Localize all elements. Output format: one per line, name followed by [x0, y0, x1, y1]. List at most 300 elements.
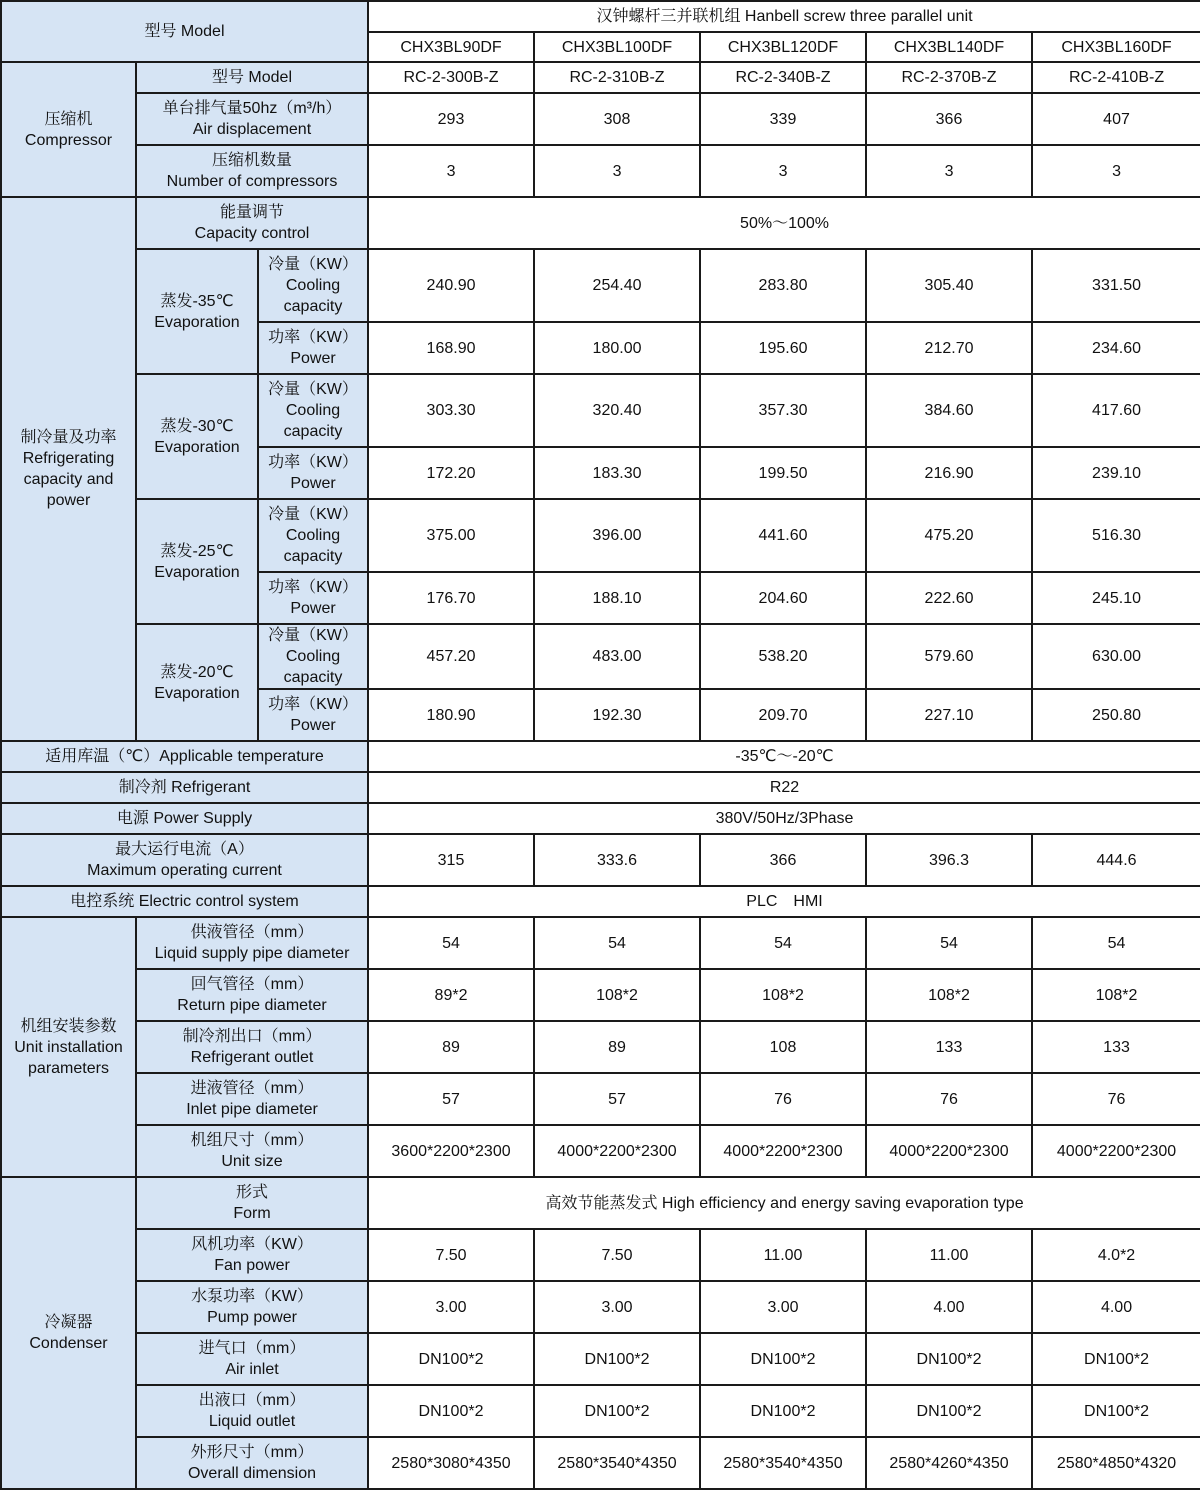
cell-text: Fan power — [214, 1257, 290, 1274]
cell-text: 76 — [1107, 1090, 1126, 1108]
value-cell — [700, 447, 866, 499]
table-row — [1, 1385, 1200, 1437]
value-cell — [368, 145, 534, 197]
cooling-capacity-label — [258, 374, 368, 447]
cell-text: Pump power — [207, 1309, 297, 1326]
cell-text: 199.50 — [758, 464, 808, 482]
model-name-cell — [368, 32, 534, 62]
cell-text: 4000*2200*2300 — [723, 1142, 843, 1160]
value-cell — [1032, 374, 1200, 447]
cell-text: 133 — [1103, 1038, 1130, 1056]
cell-text: 外形尺寸（mm） — [190, 1444, 314, 1461]
cell-text: Evaporation — [154, 438, 240, 456]
table-row — [1, 1125, 1200, 1177]
value-cell — [368, 834, 534, 886]
value-cell — [866, 1333, 1032, 1385]
cell-text: 407 — [1103, 110, 1130, 128]
value-cell — [1032, 969, 1200, 1021]
cell-text: 3.00 — [435, 1298, 467, 1316]
value-cell — [534, 1125, 700, 1177]
cell-text: 压缩机 — [44, 110, 93, 128]
table-row — [1, 197, 1200, 249]
cell-text: 168.90 — [426, 339, 476, 357]
cell-text: 3 — [446, 162, 456, 180]
value-cell — [534, 249, 700, 322]
param-label — [136, 1125, 368, 1177]
value-cell — [1032, 249, 1200, 322]
cell-text: 54 — [774, 934, 792, 952]
cell-text: 制冷剂出口（mm） — [182, 1028, 322, 1045]
cell-text: 339 — [769, 110, 797, 128]
model-header-label — [1, 1, 368, 62]
cell-text: 441.60 — [758, 527, 808, 544]
cell-text: 7.50 — [601, 1246, 633, 1264]
value-cell — [700, 374, 866, 447]
value-cell — [866, 1229, 1032, 1281]
value-cell — [534, 145, 700, 197]
value-cell — [534, 447, 700, 499]
cell-text: Number of compressors — [166, 173, 338, 190]
value-cell — [534, 624, 700, 689]
cell-text: 汉钟螺杆三并联机组 Hanbell screw three parallel unit — [596, 8, 973, 25]
cell-text: 357.30 — [758, 402, 808, 419]
cell-text: DN100*2 — [1084, 1402, 1149, 1420]
merged-value — [368, 772, 1200, 803]
cell-text: 320.40 — [592, 402, 642, 419]
value-cell — [534, 1281, 700, 1333]
value-cell — [368, 249, 534, 322]
cell-text: 366 — [935, 110, 963, 128]
value-cell — [368, 1073, 534, 1125]
cell-text: 375.00 — [426, 527, 476, 544]
cell-text: 315 — [437, 851, 465, 869]
cell-text: 630.00 — [1092, 648, 1141, 665]
power-label — [258, 572, 368, 624]
cell-text: 293 — [437, 110, 465, 128]
cell-text: Power — [290, 717, 336, 734]
cell-text: 108*2 — [1095, 986, 1138, 1004]
cell-text: 212.70 — [924, 339, 974, 357]
cell-text: 380V/50Hz/3Phase — [715, 810, 854, 827]
value-cell — [368, 624, 534, 689]
table-row — [1, 62, 1200, 93]
cell-text: 压缩机数量 — [212, 152, 293, 169]
value-cell — [700, 969, 866, 1021]
param-label — [136, 145, 368, 197]
cell-text: 形式 — [236, 1184, 269, 1201]
cell-text: DN100*2 — [418, 1402, 484, 1420]
value-cell — [700, 93, 866, 145]
cell-text: parameters — [28, 1059, 109, 1077]
cell-text: 89 — [442, 1038, 460, 1056]
cell-text: Cooling — [285, 527, 341, 544]
cell-text: Air inlet — [225, 1361, 279, 1378]
table-row — [1, 624, 1200, 689]
model-name-cell — [534, 32, 700, 62]
value-cell — [534, 93, 700, 145]
cell-text: 308 — [603, 110, 631, 128]
value-cell — [1032, 499, 1200, 572]
cell-text: 516.30 — [1092, 527, 1141, 544]
merged-value — [368, 741, 1200, 772]
cell-text: 54 — [1107, 934, 1126, 952]
cell-text: 回气管径（mm） — [190, 976, 314, 993]
cell-text: Overall dimension — [187, 1465, 317, 1482]
cell-text: 108*2 — [762, 986, 804, 1004]
cell-text: 功率（KW） — [268, 329, 358, 346]
cell-text: DN100*2 — [750, 1402, 816, 1420]
cell-text: 4000*2200*2300 — [889, 1142, 1009, 1160]
cell-text: DN100*2 — [418, 1350, 484, 1368]
cell-text: 适用库温（℃）Applicable temperature — [45, 748, 324, 765]
table-row — [1, 374, 1200, 447]
cell-text: DN100*2 — [916, 1402, 982, 1420]
cell-text: Refrigerant outlet — [190, 1049, 314, 1066]
value-cell — [866, 1281, 1032, 1333]
section-installation — [1, 917, 136, 1177]
value-cell — [1032, 834, 1200, 886]
cell-text: 功率（KW） — [268, 454, 358, 471]
cell-text: Evaporation — [154, 313, 240, 331]
cell-text: 172.20 — [426, 464, 476, 482]
cell-text: DN100*2 — [750, 1350, 816, 1368]
value-cell — [700, 1073, 866, 1125]
value-cell — [534, 374, 700, 447]
section-refrigeration — [1, 197, 136, 741]
cell-text: 240.90 — [426, 277, 476, 294]
value-cell — [1032, 1385, 1200, 1437]
cell-text: 245.10 — [1092, 589, 1141, 607]
table-row — [1, 1073, 1200, 1125]
param-label — [136, 93, 368, 145]
cell-text: 7.50 — [435, 1246, 467, 1264]
cell-text: 进气口（mm） — [198, 1340, 306, 1357]
value-cell — [368, 374, 534, 447]
value-cell — [534, 1385, 700, 1437]
value-cell — [866, 1021, 1032, 1073]
value-cell — [866, 447, 1032, 499]
value-cell — [700, 249, 866, 322]
cell-text: 3 — [944, 162, 954, 180]
cell-text: 176.70 — [426, 589, 476, 607]
cell-text: Condenser — [29, 1335, 108, 1352]
cell-text: RC-2-310B-Z — [569, 69, 665, 86]
cell-text: Unit size — [221, 1153, 283, 1170]
table-row — [1, 917, 1200, 969]
cell-text: -35℃～-20℃ — [735, 748, 834, 765]
cell-text: 303.30 — [426, 402, 476, 419]
cell-text: Power — [290, 350, 336, 367]
cell-text: 最大运行电流（A） — [115, 841, 254, 858]
table-row — [1, 249, 1200, 322]
value-cell — [368, 572, 534, 624]
cell-text: 384.60 — [924, 402, 974, 419]
table-row — [1, 1, 1200, 32]
cell-text: RC-2-410B-Z — [1068, 69, 1165, 86]
value-cell — [1032, 624, 1200, 689]
cell-text: 风机功率（KW） — [191, 1236, 313, 1253]
value-cell — [368, 1333, 534, 1385]
cell-text: 89 — [608, 1038, 626, 1056]
value-cell — [866, 374, 1032, 447]
cell-text: 功率（KW） — [268, 696, 358, 713]
value-cell — [700, 145, 866, 197]
evaporation-label — [136, 249, 258, 374]
condenser-form-value — [368, 1177, 1200, 1229]
cell-text: Refrigerating — [22, 450, 115, 467]
cell-text: Evaporation — [154, 684, 240, 702]
value-cell — [866, 969, 1032, 1021]
cell-text: Inlet pipe diameter — [186, 1101, 318, 1118]
cell-text: R22 — [769, 779, 800, 796]
cell-text: 3600*2200*2300 — [391, 1142, 511, 1160]
cell-text: 2580*4260*4350 — [889, 1454, 1009, 1472]
cell-text: 供液管径（mm） — [190, 924, 314, 941]
value-cell — [368, 322, 534, 374]
model-name-cell — [866, 32, 1032, 62]
value-cell — [700, 689, 866, 741]
cell-text: 333.6 — [596, 851, 638, 869]
cell-text: 电控系统 Electric control system — [70, 893, 299, 910]
cell-text: Air displacement — [192, 121, 312, 138]
cell-text: 133 — [935, 1038, 963, 1056]
table-row — [1, 741, 1200, 772]
value-cell — [700, 1333, 866, 1385]
value-cell — [700, 624, 866, 689]
cell-text: Liquid supply pipe diameter — [154, 945, 350, 962]
value-cell — [368, 689, 534, 741]
cell-text: 579.60 — [924, 648, 974, 665]
value-cell — [866, 624, 1032, 689]
value-cell — [534, 572, 700, 624]
param-label — [136, 1073, 368, 1125]
table-row — [1, 499, 1200, 572]
cell-text: 475.20 — [924, 527, 974, 544]
cell-text: CHX3BL160DF — [1061, 38, 1172, 56]
value-cell — [368, 969, 534, 1021]
evaporation-label — [136, 374, 258, 499]
value-cell — [534, 62, 700, 93]
cell-text: 192.30 — [592, 706, 642, 724]
cell-text: 305.40 — [924, 277, 974, 294]
cell-text: 冷凝器 — [44, 1314, 93, 1331]
value-cell — [1032, 1281, 1200, 1333]
cell-text: capacity — [283, 423, 343, 440]
cell-text: 蒸发-35℃ — [160, 292, 234, 310]
value-cell — [534, 1073, 700, 1125]
cell-text: capacity and — [23, 471, 114, 488]
cell-text: DN100*2 — [584, 1402, 650, 1420]
cell-text: 4.00 — [1100, 1298, 1133, 1316]
cell-text: Evaporation — [154, 563, 240, 581]
value-cell — [368, 499, 534, 572]
param-label — [136, 917, 368, 969]
cell-text: 电源 Power Supply — [116, 810, 253, 827]
cell-text: 54 — [442, 934, 460, 952]
cell-text: 50%～100% — [740, 214, 829, 232]
value-cell — [866, 93, 1032, 145]
value-cell — [368, 1125, 534, 1177]
cell-text: 239.10 — [1092, 464, 1141, 482]
cell-text: 54 — [608, 934, 626, 952]
cell-text: RC-2-340B-Z — [735, 69, 831, 86]
cell-text: 180.00 — [592, 339, 642, 357]
cooling-capacity-label — [258, 499, 368, 572]
cell-text: 4.00 — [933, 1298, 965, 1316]
cell-text: 222.60 — [924, 589, 974, 607]
cell-text: 57 — [608, 1090, 626, 1108]
cell-text: 冷量（KW） — [268, 256, 358, 273]
table-row — [1, 803, 1200, 834]
cell-text: 204.60 — [758, 589, 808, 607]
value-cell — [866, 917, 1032, 969]
value-cell — [1032, 572, 1200, 624]
table-row — [1, 1281, 1200, 1333]
value-cell — [866, 62, 1032, 93]
cell-text: 108*2 — [596, 986, 638, 1004]
value-cell — [534, 499, 700, 572]
table-row — [1, 1437, 1200, 1489]
table-row — [1, 1021, 1200, 1073]
value-cell — [866, 1437, 1032, 1489]
value-cell — [1032, 447, 1200, 499]
merged-value — [368, 886, 1200, 917]
value-cell — [1032, 93, 1200, 145]
value-cell — [866, 1125, 1032, 1177]
value-cell — [700, 1437, 866, 1489]
value-cell — [700, 499, 866, 572]
value-cell — [866, 1385, 1032, 1437]
value-cell — [700, 1385, 866, 1437]
value-cell — [368, 93, 534, 145]
cell-text: 冷量（KW） — [268, 381, 358, 398]
table-row — [1, 1229, 1200, 1281]
cell-text: 188.10 — [592, 589, 642, 607]
cell-text: capacity — [283, 669, 343, 686]
table-row — [1, 834, 1200, 886]
cell-text: 能量调节 — [220, 204, 285, 221]
value-cell — [534, 834, 700, 886]
cell-text: CHX3BL90DF — [400, 38, 502, 56]
param-label — [136, 1333, 368, 1385]
cell-text: 水泵功率（KW） — [191, 1288, 313, 1305]
cell-text: 蒸发-30℃ — [160, 417, 234, 435]
spec-table-body — [1, 1, 1200, 1489]
cell-text: 2580*3540*4350 — [557, 1454, 677, 1472]
value-cell — [1032, 1021, 1200, 1073]
power-label — [258, 689, 368, 741]
cell-text: 4000*2200*2300 — [1056, 1142, 1177, 1160]
cell-text: 2580*3080*4350 — [391, 1454, 511, 1472]
cell-text: 型号 Model — [211, 69, 293, 86]
value-cell — [866, 322, 1032, 374]
value-cell — [534, 1437, 700, 1489]
value-cell — [700, 1125, 866, 1177]
value-cell — [534, 322, 700, 374]
cell-text: 冷量（KW） — [268, 627, 358, 644]
cell-text: Capacity control — [194, 225, 310, 242]
model-name-cell — [1032, 32, 1200, 62]
cell-text: 3.00 — [601, 1298, 633, 1316]
cell-text: 183.30 — [592, 464, 642, 482]
value-cell — [700, 572, 866, 624]
cell-text: CHX3BL100DF — [561, 38, 673, 56]
cell-text: 3 — [778, 162, 788, 180]
cell-text: 2580*4850*4320 — [1056, 1454, 1177, 1472]
value-cell — [866, 249, 1032, 322]
cell-text: 366 — [769, 851, 797, 869]
cell-text: Unit installation — [14, 1038, 123, 1056]
param-label — [136, 969, 368, 1021]
cell-text: Power — [290, 600, 336, 617]
table-row — [1, 1333, 1200, 1385]
cell-text: 250.80 — [1092, 706, 1141, 724]
model-name-cell — [700, 32, 866, 62]
value-cell — [866, 834, 1032, 886]
cell-text: Cooling — [285, 648, 341, 665]
cell-text: 出液口（mm） — [198, 1392, 306, 1409]
table-row — [1, 886, 1200, 917]
value-cell — [700, 1281, 866, 1333]
cell-text: 冷量（KW） — [268, 506, 358, 523]
cell-text: 108*2 — [928, 986, 970, 1004]
cooling-capacity-label — [258, 624, 368, 689]
cell-text: 234.60 — [1092, 339, 1141, 357]
value-cell — [534, 1021, 700, 1073]
param-label — [136, 1437, 368, 1489]
cell-text: 76 — [774, 1090, 792, 1108]
cell-text: 417.60 — [1092, 402, 1141, 419]
cell-text: 进液管径（mm） — [190, 1080, 314, 1097]
cell-text: 195.60 — [758, 339, 808, 357]
cell-text: 11.00 — [929, 1246, 969, 1264]
cell-text: DN100*2 — [916, 1350, 982, 1368]
param-label — [136, 1229, 368, 1281]
value-cell — [368, 1437, 534, 1489]
table-row — [1, 969, 1200, 1021]
cell-text: 3 — [612, 162, 622, 180]
value-cell — [368, 1385, 534, 1437]
cell-text: RC-2-300B-Z — [403, 69, 499, 86]
cell-text: RC-2-370B-Z — [901, 69, 997, 86]
value-cell — [1032, 917, 1200, 969]
table-row — [1, 1177, 1200, 1229]
cell-text: 54 — [940, 934, 958, 952]
cell-text: PLC HMI — [746, 893, 823, 910]
table-row — [1, 145, 1200, 197]
capacity-control-value — [368, 197, 1200, 249]
cell-text: 3.00 — [767, 1298, 799, 1316]
evaporation-label — [136, 624, 258, 741]
value-cell — [534, 689, 700, 741]
value-cell — [700, 62, 866, 93]
cooling-capacity-label — [258, 249, 368, 322]
value-cell — [866, 572, 1032, 624]
cell-text: 254.40 — [592, 277, 642, 294]
power-label — [258, 322, 368, 374]
param-label — [136, 1385, 368, 1437]
cell-text: 538.20 — [758, 648, 808, 665]
cell-text: 4000*2200*2300 — [557, 1142, 677, 1160]
value-cell — [1032, 1073, 1200, 1125]
cell-text: 227.10 — [924, 706, 974, 724]
value-cell — [1032, 689, 1200, 741]
cell-text: Power — [290, 475, 336, 492]
cell-text: DN100*2 — [584, 1350, 650, 1368]
value-cell — [1032, 145, 1200, 197]
cell-text: 444.6 — [1096, 851, 1137, 869]
value-cell — [534, 917, 700, 969]
